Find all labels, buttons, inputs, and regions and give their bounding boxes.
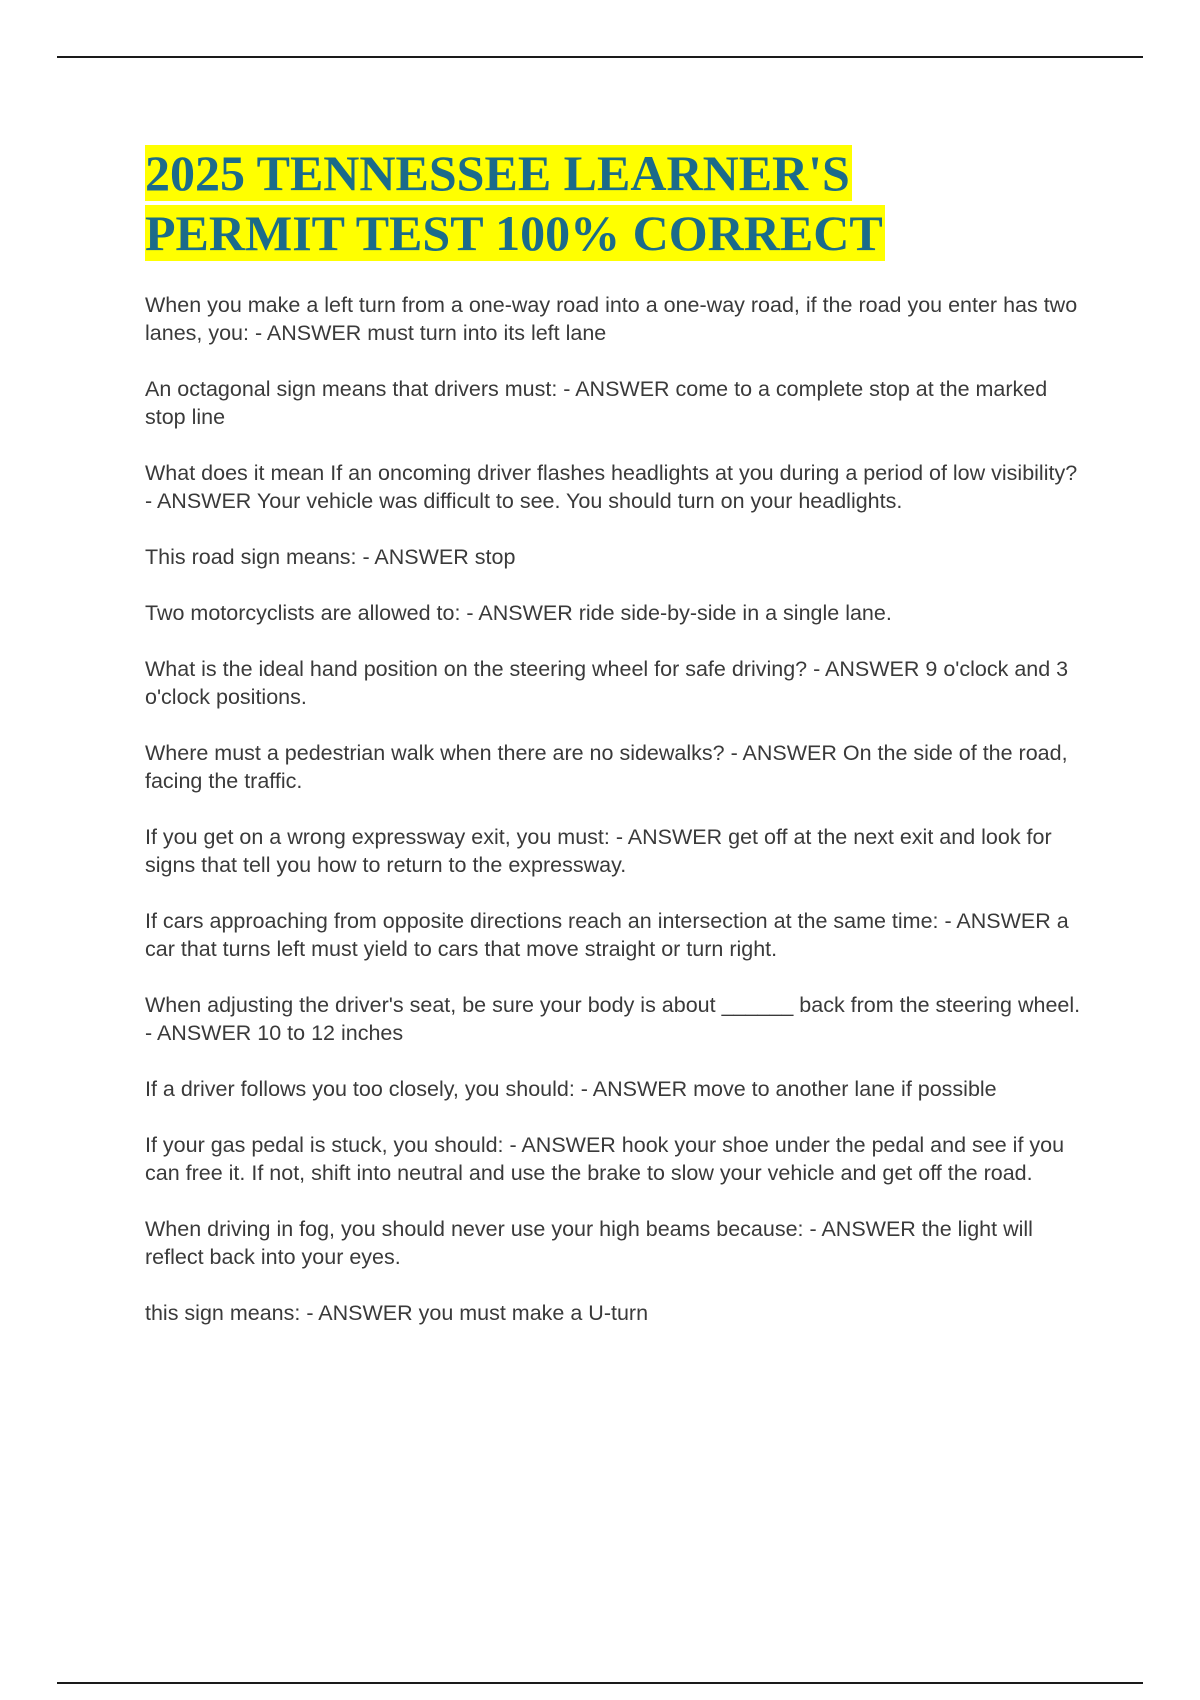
- qa-item: If your gas pedal is stuck, you should: - ANSWER hook your shoe under the pedal and see if you can free it. If not, shift into neutral and use the brake to slow your vehicle and get off the road.: [145, 1133, 1071, 1185]
- qa-item: When driving in fog, you should never use your high beams because: - ANSWER the light will reflect back into your eyes.: [145, 1217, 1039, 1269]
- title-line-2: PERMIT TEST 100% CORRECT: [145, 205, 883, 261]
- qa-item: What is the ideal hand position on the steering wheel for safe driving? - ANSWER 9 o'clock and 3 o'clock positions.: [145, 657, 1075, 709]
- qa-item: An octagonal sign means that drivers must: - ANSWER come to a complete stop at the marked stop line: [145, 377, 1054, 429]
- qa-item: Two motorcyclists are allowed to: - ANSWER ride side-by-side in a single lane.: [145, 601, 892, 625]
- qa-item: What does it mean If an oncoming driver flashes headlights at you during a period of low visibility? - ANSWER Your vehicle was difficult to see. You should turn on your headlights.: [145, 461, 1084, 513]
- qa-item: When adjusting the driver's seat, be sure your body is about ______ back from the steering wheel. - ANSWER 10 to 12 inches: [145, 993, 1087, 1045]
- qa-item: If a driver follows you too closely, you should: - ANSWER move to another lane if possible: [145, 1077, 997, 1101]
- qa-item: If you get on a wrong expressway exit, you must: - ANSWER get off at the next exit and look for signs that tell you how to return to the expressway.: [145, 825, 1058, 877]
- header-rule: [57, 56, 1143, 58]
- qa-item: This road sign means: - ANSWER stop: [145, 545, 516, 569]
- document-title: [145, 143, 1105, 263]
- footer-rule: [57, 1682, 1143, 1684]
- qa-item: If cars approaching from opposite directions reach an intersection at the same time: - ANSWER a car that turns left must yield to cars that move straight or turn right.: [145, 909, 1075, 961]
- title-line-1: 2025 TENNESSEE LEARNER'S: [145, 145, 850, 201]
- qa-item: Where must a pedestrian walk when there are no sidewalks? - ANSWER On the side of the road, facing the traffic.: [145, 741, 1074, 793]
- qa-item: When you make a left turn from a one-way road into a one-way road, if the road you enter has two lanes, you: - ANSWER must turn into its left lane: [145, 293, 1084, 345]
- qa-list: [145, 291, 1085, 1355]
- qa-item: this sign means: - ANSWER you must make a U-turn: [145, 1301, 649, 1325]
